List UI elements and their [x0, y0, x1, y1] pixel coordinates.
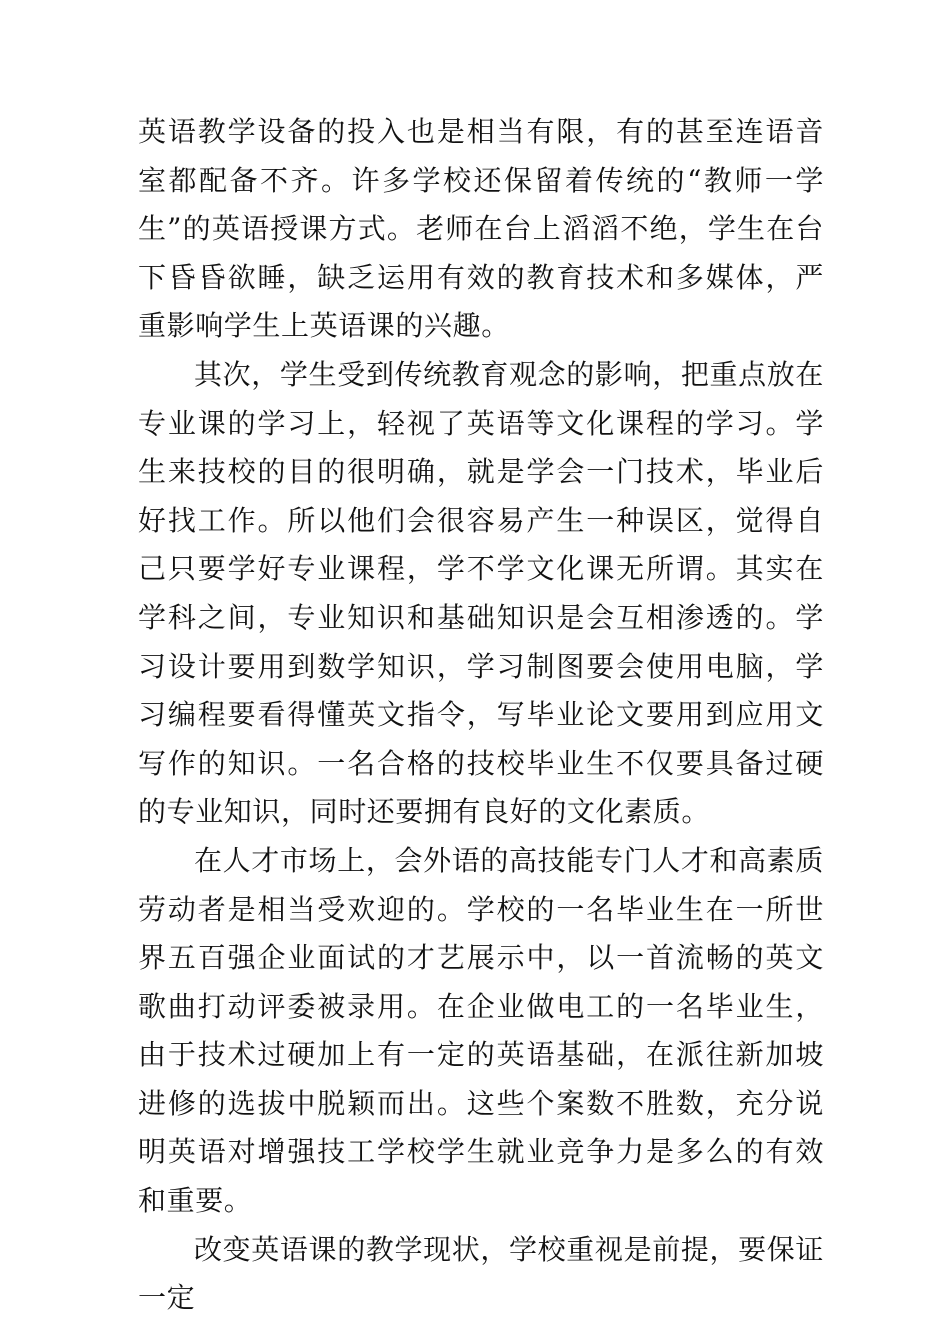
paragraph-2: 其次，学生受到传统教育观念的影响，把重点放在专业课的学习上，轻视了英语等文化课程的学习。学生来技校的目的很明确，就是学会一门技术，毕业后好找工作。所以他们会很容易产生一种误区，觉得自己只要学好专业课程，学不学文化课无所谓。其实在学科之间，专业知识和基础知识是会互相渗透的。学习设计要用到数学知识，学习制图要会使用电脑，学习编程要看得懂英文指令，写毕业论文要用到应用文写作的知识。一名合格的技校毕业生不仅要具备过硬的专业知识，同时还要拥有良好的文化素质。: [138, 357, 824, 829]
document-body: [138, 108, 824, 1323]
paragraph-4: 改变英语课的教学现状，学校重视是前提，要保证一定: [138, 1232, 824, 1315]
paragraph-3: 在人才市场上，会外语的高技能专门人才和高素质劳动者是相当受欢迎的。学校的一名毕业生在一所世界五百强企业面试的才艺展示中，以一首流畅的英文歌曲打动评委被录用。在企业做电工的一名毕业生，由于技术过硬加上有一定的英语基础，在派往新加坡进修的选拔中脱颖而出。这些个案数不胜数，充分说明英语对增强技工学校学生就业竞争力是多么的有效和重要。: [138, 843, 824, 1218]
paragraph-1: 英语教学设备的投入也是相当有限，有的甚至连语音室都配备不齐。许多学校还保留着传统的“教师一学生”的英语授课方式。老师在台上滔滔不绝，学生在台下昏昏欲睡，缺乏运用有效的教育技术和多媒体，严重影响学生上英语课的兴趣。: [138, 115, 824, 343]
